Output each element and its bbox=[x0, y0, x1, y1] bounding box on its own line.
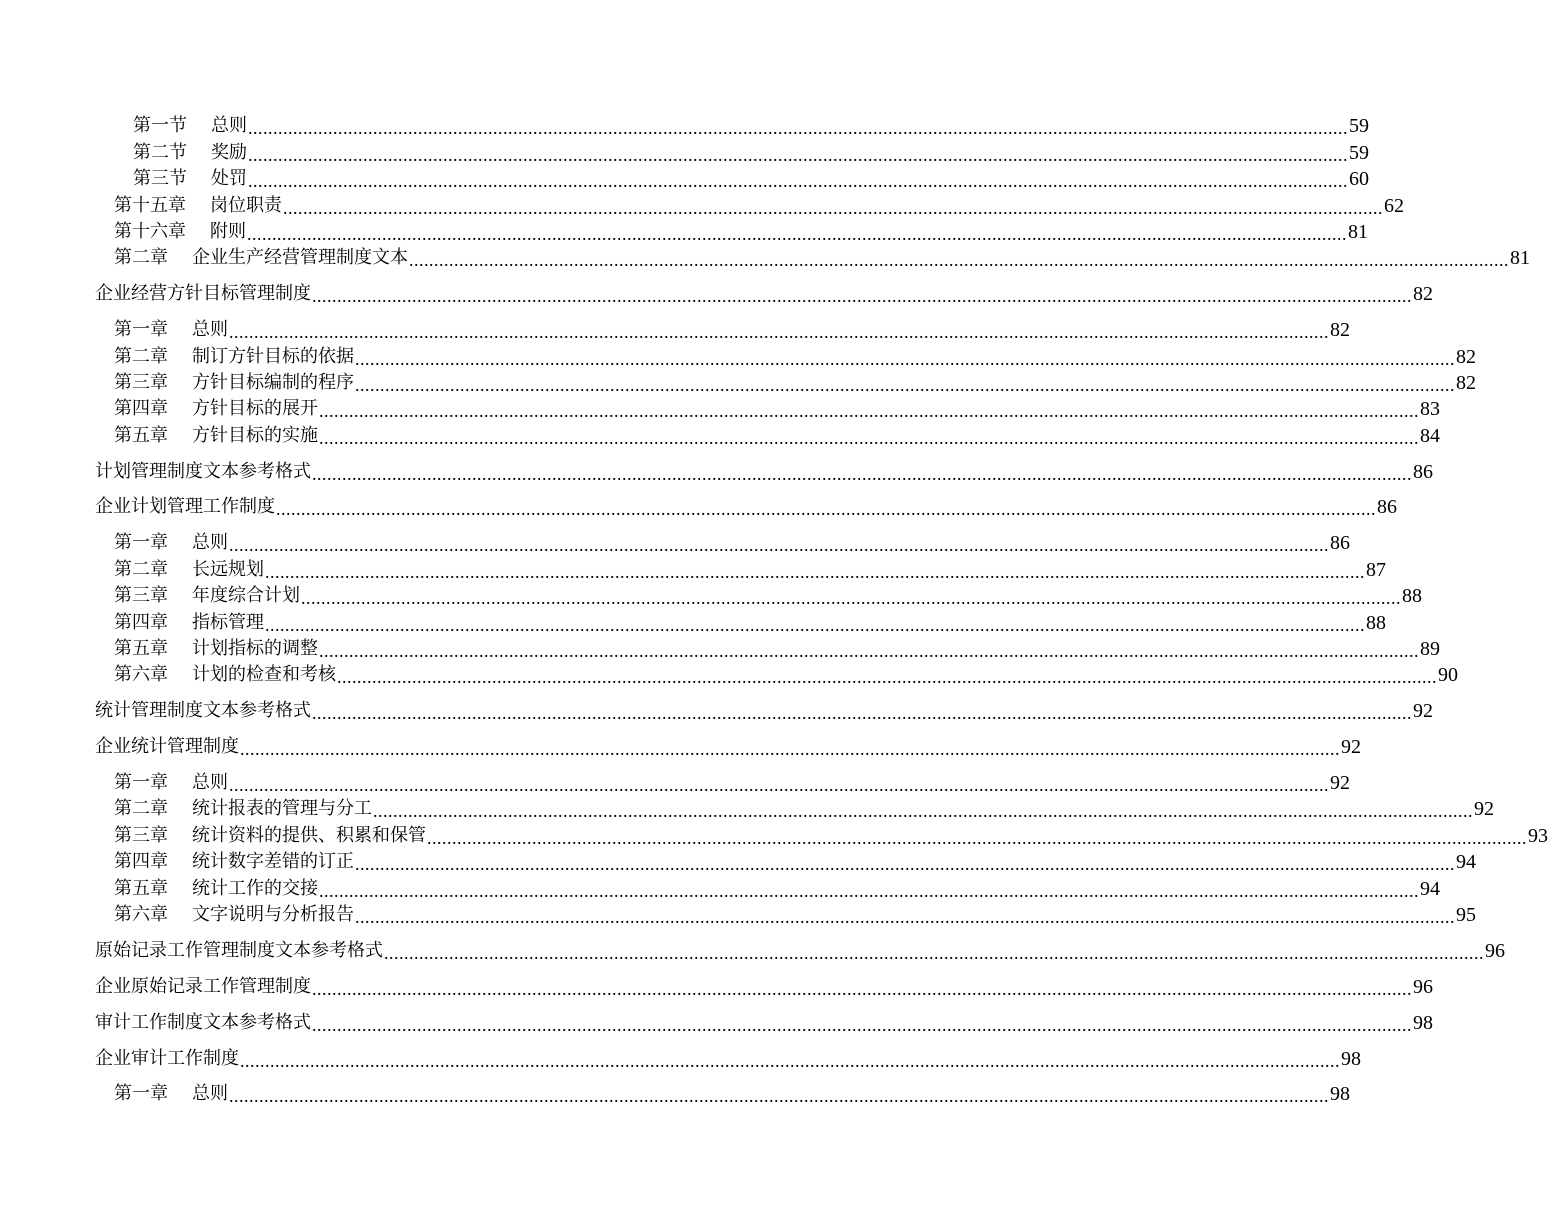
toc-entry-page: 82 bbox=[1330, 319, 1350, 342]
toc-entry-title: 总则 bbox=[192, 319, 228, 341]
toc-entry-page: 82 bbox=[1413, 283, 1433, 306]
toc-entry[interactable] bbox=[95, 734, 1361, 760]
toc-entry-page: 86 bbox=[1330, 532, 1350, 555]
toc-entry-page: 89 bbox=[1420, 637, 1440, 660]
toc-entry-label bbox=[95, 281, 311, 307]
toc-entry[interactable] bbox=[95, 458, 1433, 484]
toc-entry-number: 第二章 bbox=[114, 558, 168, 580]
toc-entry-label bbox=[114, 245, 408, 271]
toc-entry-label bbox=[114, 796, 372, 822]
toc-entry-title: 总则 bbox=[192, 532, 228, 554]
toc-entry-label bbox=[114, 583, 300, 609]
toc-entry[interactable] bbox=[114, 875, 1440, 901]
dot-leader: ............................................................................................................................................................................................................................ bbox=[312, 1014, 1412, 1035]
toc-entry-page: 94 bbox=[1456, 851, 1476, 874]
toc-entry[interactable] bbox=[114, 662, 1458, 688]
dot-leader: ............................................................................................................................................................................................................................ bbox=[355, 374, 1455, 395]
toc-entry-label bbox=[95, 734, 239, 760]
dot-leader: ............................................................................................................................................................................................................................ bbox=[355, 854, 1455, 875]
toc-entry[interactable] bbox=[114, 396, 1440, 422]
toc-entry[interactable] bbox=[114, 583, 1422, 609]
dot-leader: ............................................................................................................................................................................................................................ bbox=[229, 535, 1329, 556]
dot-leader: ............................................................................................................................................................................................................................ bbox=[248, 144, 1348, 165]
toc-entry-label bbox=[114, 530, 228, 556]
toc-entry-title: 计划指标的调整 bbox=[192, 637, 318, 659]
dot-leader: ............................................................................................................................................................................................................................ bbox=[248, 118, 1348, 139]
toc-entry-number: 第一章 bbox=[114, 1083, 168, 1105]
toc-entry-label bbox=[95, 974, 311, 1000]
toc-entry-number: 第十六章 bbox=[114, 220, 186, 242]
dot-leader: ............................................................................................................................................................................................................................ bbox=[355, 348, 1455, 369]
dot-leader: ............................................................................................................................................................................................................................ bbox=[427, 827, 1527, 848]
toc-entry-title: 附则 bbox=[210, 220, 246, 242]
toc-entry[interactable] bbox=[114, 192, 1404, 218]
toc-entry-page: 96 bbox=[1413, 975, 1433, 998]
toc-entry-label bbox=[114, 902, 354, 928]
toc-entry-title: 统计工作的交接 bbox=[192, 877, 318, 899]
toc-entry-page: 83 bbox=[1420, 398, 1440, 421]
toc-entry-page: 86 bbox=[1377, 496, 1397, 519]
dot-leader: ............................................................................................................................................................................................................................ bbox=[319, 880, 1419, 901]
toc-entry-title: 统计管理制度文本参考格式 bbox=[95, 700, 311, 722]
dot-leader: ............................................................................................................................................................................................................................ bbox=[229, 322, 1329, 343]
toc-entry[interactable] bbox=[114, 770, 1350, 796]
toc-entry-label bbox=[114, 423, 318, 449]
toc-entry-title: 企业经营方针目标管理制度 bbox=[95, 283, 311, 305]
toc-entry-title: 指标管理 bbox=[192, 611, 264, 633]
toc-entry-label bbox=[114, 317, 228, 343]
toc-entry-page: 98 bbox=[1330, 1083, 1350, 1106]
toc-entry[interactable] bbox=[133, 113, 1369, 139]
toc-entry-number: 第六章 bbox=[114, 903, 168, 925]
toc-entry-number: 第三章 bbox=[114, 585, 168, 607]
toc-entry-label bbox=[114, 610, 264, 636]
toc-entry-label bbox=[114, 770, 228, 796]
toc-entry-title: 方针目标编制的程序 bbox=[192, 371, 354, 393]
toc-entry-label bbox=[114, 344, 354, 370]
dot-leader: ............................................................................................................................................................................................................................ bbox=[319, 640, 1419, 661]
toc-entry[interactable] bbox=[133, 166, 1369, 192]
toc-entry[interactable] bbox=[114, 370, 1476, 396]
toc-entry-number: 第一节 bbox=[133, 115, 187, 137]
toc-entry-page: 98 bbox=[1413, 1011, 1433, 1034]
toc-entry-page: 92 bbox=[1330, 771, 1350, 794]
toc-entry-number: 第六章 bbox=[114, 664, 168, 686]
toc-entry-page: 96 bbox=[1485, 939, 1505, 962]
toc-entry-label bbox=[114, 370, 354, 396]
dot-leader: ............................................................................................................................................................................................................................ bbox=[248, 171, 1348, 192]
toc-entry-page: 86 bbox=[1413, 460, 1433, 483]
toc-entry-number: 第一章 bbox=[114, 532, 168, 554]
toc-entry-title: 奖励 bbox=[211, 141, 247, 163]
dot-leader: ............................................................................................................................................................................................................................ bbox=[301, 588, 1401, 609]
dot-leader: ............................................................................................................................................................................................................................ bbox=[409, 250, 1509, 271]
toc-entry[interactable] bbox=[95, 973, 1433, 999]
toc-entry-page: 81 bbox=[1510, 247, 1530, 270]
dot-leader: ............................................................................................................................................................................................................................ bbox=[229, 1086, 1329, 1107]
toc-entry[interactable] bbox=[114, 636, 1440, 662]
dot-leader: ............................................................................................................................................................................................................................ bbox=[265, 561, 1365, 582]
toc-entry-title: 制订方针目标的依据 bbox=[192, 345, 354, 367]
toc-entry-label bbox=[133, 140, 247, 166]
toc-entry-label bbox=[95, 1046, 239, 1072]
toc-entry-page: 87 bbox=[1366, 558, 1386, 581]
toc-entry-label bbox=[114, 193, 282, 219]
dot-leader: ............................................................................................................................................................................................................................ bbox=[312, 978, 1412, 999]
toc-entry[interactable] bbox=[95, 1045, 1361, 1071]
toc-entry-number: 第一章 bbox=[114, 771, 168, 793]
toc-entry-title: 统计资料的提供、积累和保管 bbox=[192, 824, 426, 846]
toc-entry-title: 统计数字差错的订正 bbox=[192, 851, 354, 873]
toc-entry-title: 总则 bbox=[192, 771, 228, 793]
toc-entry-page: 92 bbox=[1413, 700, 1433, 723]
toc-entry-label bbox=[114, 1081, 228, 1107]
dot-leader: ............................................................................................................................................................................................................................ bbox=[312, 703, 1412, 724]
toc-entry-page: 93 bbox=[1528, 824, 1548, 847]
toc-entry[interactable] bbox=[114, 556, 1386, 582]
toc-entry-page: 90 bbox=[1438, 664, 1458, 687]
toc-entry-label bbox=[95, 459, 311, 485]
dot-leader: ............................................................................................................................................................................................................................ bbox=[240, 739, 1340, 760]
toc-entry-page: 88 bbox=[1402, 585, 1422, 608]
dot-leader: ............................................................................................................................................................................................................................ bbox=[319, 427, 1419, 448]
toc-entry-page: 92 bbox=[1341, 736, 1361, 759]
toc-entry-page: 95 bbox=[1456, 903, 1476, 926]
toc-entry-label bbox=[114, 876, 318, 902]
dot-leader: ............................................................................................................................................................................................................................ bbox=[384, 942, 1484, 963]
toc-entry[interactable] bbox=[95, 281, 1433, 307]
toc-entry[interactable] bbox=[114, 245, 1530, 271]
toc-entry-page: 59 bbox=[1349, 115, 1369, 138]
toc-entry-number: 第二节 bbox=[133, 141, 187, 163]
toc-entry-number: 第四章 bbox=[114, 398, 168, 420]
toc-entry-title: 企业计划管理工作制度 bbox=[95, 496, 275, 518]
toc-entry-label bbox=[95, 494, 275, 520]
toc-entry[interactable] bbox=[114, 902, 1476, 928]
dot-leader: ............................................................................................................................................................................................................................ bbox=[373, 801, 1473, 822]
toc-entry-number: 第二章 bbox=[114, 345, 168, 367]
toc-entry[interactable] bbox=[114, 422, 1440, 448]
toc-entry[interactable] bbox=[95, 494, 1397, 520]
toc-entry-page: 81 bbox=[1348, 220, 1368, 243]
toc-entry-page: 62 bbox=[1384, 194, 1404, 217]
toc-entry-title: 方针目标的展开 bbox=[192, 398, 318, 420]
toc-entry-number: 第四章 bbox=[114, 851, 168, 873]
toc-entry-title: 长远规划 bbox=[192, 558, 264, 580]
toc-entry-number: 第三节 bbox=[133, 168, 187, 190]
toc-entry[interactable] bbox=[114, 796, 1494, 822]
toc-entry-label bbox=[114, 636, 318, 662]
toc-entry-page: 94 bbox=[1420, 877, 1440, 900]
toc-entry-number: 第二章 bbox=[114, 798, 168, 820]
toc-entry-title: 统计报表的管理与分工 bbox=[192, 798, 372, 820]
toc-entry[interactable] bbox=[114, 609, 1386, 635]
toc-entry-label bbox=[114, 849, 354, 875]
toc-entry[interactable] bbox=[114, 1081, 1350, 1107]
toc-entry-label bbox=[95, 1010, 311, 1036]
dot-leader: ............................................................................................................................................................................................................................ bbox=[312, 463, 1412, 484]
toc-entry-page: 60 bbox=[1349, 168, 1369, 191]
toc-entry[interactable] bbox=[114, 849, 1476, 875]
toc-entry[interactable] bbox=[95, 937, 1505, 963]
toc-entry-number: 第五章 bbox=[114, 877, 168, 899]
toc-entry-label bbox=[133, 113, 247, 139]
toc-entry-title: 处罚 bbox=[211, 168, 247, 190]
toc-entry-label bbox=[114, 219, 246, 245]
dot-leader: ............................................................................................................................................................................................................................ bbox=[283, 197, 1383, 218]
toc-entry-page: 88 bbox=[1366, 611, 1386, 634]
toc-entry-label bbox=[114, 557, 264, 583]
toc-entry-number: 第一章 bbox=[114, 319, 168, 341]
toc-entry[interactable] bbox=[114, 822, 1548, 848]
toc-entry-title: 原始记录工作管理制度文本参考格式 bbox=[95, 939, 383, 961]
toc-entry-title: 总则 bbox=[192, 1083, 228, 1105]
toc-entry-title: 审计工作制度文本参考格式 bbox=[95, 1011, 311, 1033]
toc-entry-title: 总则 bbox=[211, 115, 247, 137]
toc-entry-label bbox=[133, 166, 247, 192]
dot-leader: ............................................................................................................................................................................................................................ bbox=[265, 614, 1365, 635]
toc-entry-page: 92 bbox=[1474, 798, 1494, 821]
toc-entry[interactable] bbox=[114, 317, 1350, 343]
dot-leader: ............................................................................................................................................................................................................................ bbox=[355, 906, 1455, 927]
toc-entry-label bbox=[95, 698, 311, 724]
toc-entry-title: 文字说明与分析报告 bbox=[192, 903, 354, 925]
dot-leader: ............................................................................................................................................................................................................................ bbox=[229, 774, 1329, 795]
toc-entry[interactable] bbox=[114, 343, 1476, 369]
toc-entry-label bbox=[95, 938, 383, 964]
toc-entry[interactable] bbox=[114, 219, 1368, 245]
toc-entry-number: 第四章 bbox=[114, 611, 168, 633]
toc-entry-number: 第十五章 bbox=[114, 194, 186, 216]
toc-entry-title: 企业审计工作制度 bbox=[95, 1047, 239, 1069]
dot-leader: ............................................................................................................................................................................................................................ bbox=[247, 223, 1347, 244]
toc-entry-page: 59 bbox=[1349, 141, 1369, 164]
toc-entry-title: 企业统计管理制度 bbox=[95, 736, 239, 758]
dot-leader: ............................................................................................................................................................................................................................ bbox=[312, 286, 1412, 307]
dot-leader: ............................................................................................................................................................................................................................ bbox=[319, 401, 1419, 422]
toc-entry-number: 第二章 bbox=[114, 247, 168, 269]
toc-entry-number: 第五章 bbox=[114, 637, 168, 659]
toc-entry-label bbox=[114, 823, 426, 849]
toc-entry-page: 84 bbox=[1420, 424, 1440, 447]
toc-entry-number: 第三章 bbox=[114, 371, 168, 393]
toc-entry-label bbox=[114, 396, 318, 422]
dot-leader: ............................................................................................................................................................................................................................ bbox=[276, 499, 1376, 520]
toc-entry-title: 方针目标的实施 bbox=[192, 424, 318, 446]
toc-entry-number: 第五章 bbox=[114, 424, 168, 446]
dot-leader: ............................................................................................................................................................................................................................ bbox=[337, 667, 1437, 688]
dot-leader: ............................................................................................................................................................................................................................ bbox=[240, 1050, 1340, 1071]
toc-entry-title: 岗位职责 bbox=[210, 194, 282, 216]
toc-entry-page: 82 bbox=[1456, 371, 1476, 394]
toc-entry[interactable] bbox=[133, 139, 1369, 165]
toc-entry[interactable] bbox=[114, 530, 1350, 556]
toc-entry-page: 98 bbox=[1341, 1047, 1361, 1070]
toc-entry-page: 82 bbox=[1456, 345, 1476, 368]
toc-entry[interactable] bbox=[95, 1009, 1433, 1035]
toc-entry-title: 年度综合计划 bbox=[192, 585, 300, 607]
table-of-contents bbox=[0, 113, 1548, 1107]
toc-entry-number: 第三章 bbox=[114, 824, 168, 846]
toc-entry-title: 计划管理制度文本参考格式 bbox=[95, 460, 311, 482]
toc-entry-title: 企业生产经营管理制度文本 bbox=[192, 247, 408, 269]
toc-entry-title: 企业原始记录工作管理制度 bbox=[95, 975, 311, 997]
toc-entry-label bbox=[114, 662, 336, 688]
toc-entry[interactable] bbox=[95, 698, 1433, 724]
toc-entry-title: 计划的检查和考核 bbox=[192, 664, 336, 686]
